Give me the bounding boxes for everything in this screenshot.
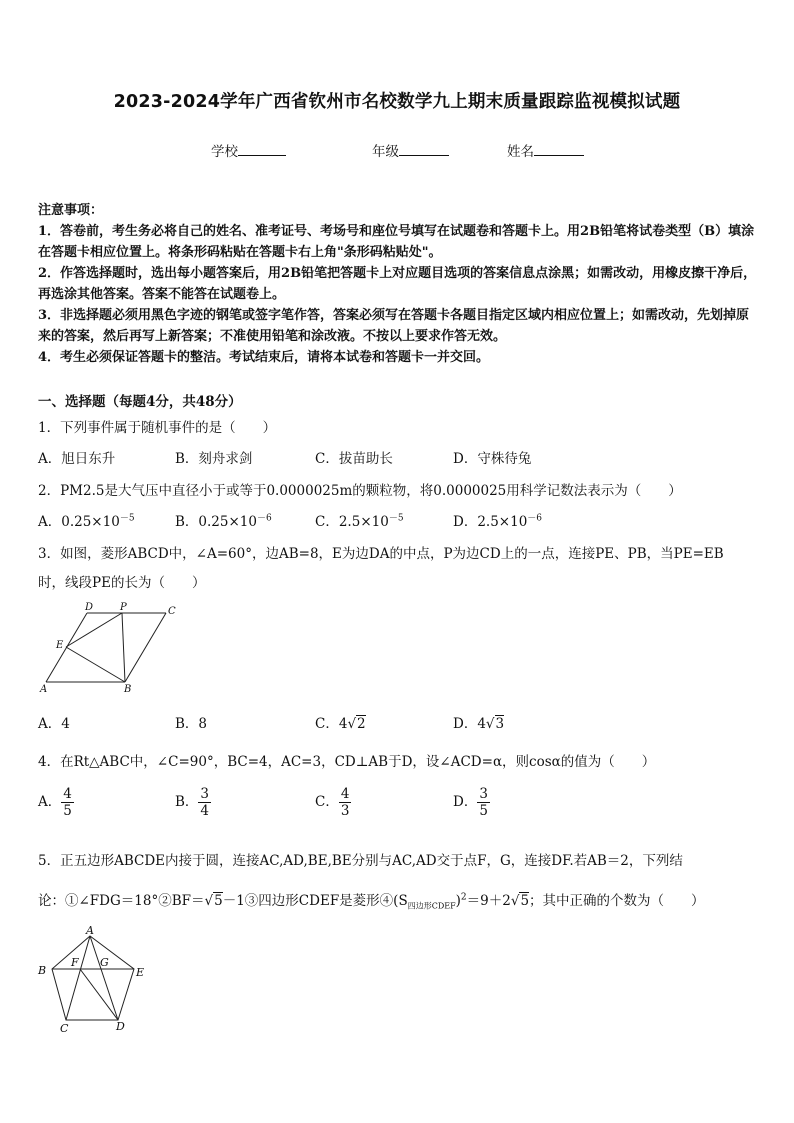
- label-e: E: [56, 640, 64, 651]
- section-heading: 一、选择题（每题4分，共48分）: [38, 394, 242, 410]
- label-e: E: [136, 966, 145, 979]
- option-coef: 4: [477, 716, 486, 732]
- option-label: C．: [315, 794, 339, 810]
- option-label: C．: [315, 716, 339, 732]
- page-title: 2023-2024学年广西省钦州市名校数学九上期末质量跟踪监视模拟试题: [113, 92, 681, 112]
- label-a: A: [86, 924, 94, 937]
- q2-stem: 2．PM2.5是大气压中直径小于或等于0.0000025m的颗粒物，将0.0000025用科学记数法表示为（ ）: [38, 483, 682, 499]
- denominator: 4: [200, 803, 210, 819]
- option-base: 0.25×10: [61, 514, 120, 530]
- option-radicand: 2: [357, 716, 366, 732]
- option-value: 8: [198, 716, 208, 732]
- q1-option-b[interactable]: B．刻舟求剑: [175, 451, 253, 467]
- option-exponent: －6: [527, 513, 543, 524]
- square-exponent: 2: [460, 892, 467, 903]
- grade-blank[interactable]: [399, 143, 449, 156]
- option-base: 0.25×10: [198, 514, 257, 530]
- name-field: [507, 140, 584, 160]
- option-base: 2.5×10: [477, 514, 528, 530]
- label-d: D: [116, 1020, 125, 1033]
- name-blank[interactable]: [534, 143, 584, 156]
- q3-rhombus-figure: [36, 600, 186, 696]
- q5-text-b: －1③四边形CDEF是菱形④(S: [222, 893, 408, 909]
- q5-text-a: 论：①∠FDG＝18°②BF＝: [38, 893, 205, 909]
- radicand: 5: [520, 893, 530, 909]
- label-c: C: [60, 1022, 69, 1034]
- notice-block: [38, 200, 760, 368]
- notice-item-3: 3．非选择题必须用黑色字迹的钢笔或签字笔作答，答案必须写在答题卡各题目指定区域内相应位置上；如需改动，先划掉原来的答案，然后再写上新答案；不准使用铅笔和涂改液。不按以上要求作答无效。: [38, 308, 750, 344]
- option-label: D．: [453, 794, 478, 810]
- name-label: 姓名: [507, 144, 534, 160]
- pentagon-abcde: [52, 936, 134, 1020]
- q1-option-c[interactable]: C．拔苗助长: [315, 451, 393, 467]
- q5-stem-line1: 5．正五边形ABCDE内接于圆，连接AC,AD,BE,BE分别与AC,AD交于点F，G，连接DF.若AB＝2，下列结: [38, 853, 683, 869]
- notice-item-2: 2．作答选择题时，选出每小题答案后，用2B铅笔把答题卡上对应题目选项的答案信息点涂黑；如需改动，用橡皮擦干净后，再选涂其他答案。答案不能答在试题卷上。: [38, 266, 757, 302]
- school-blank[interactable]: [238, 143, 286, 156]
- q2-option-d[interactable]: [453, 510, 542, 530]
- q5-text-d: ＝9＋2: [466, 893, 511, 909]
- q2-option-c[interactable]: [315, 510, 404, 530]
- school-field: [211, 140, 286, 160]
- option-exponent: －5: [119, 513, 135, 524]
- label-f: F: [71, 956, 79, 969]
- q5-text-e: ；其中正确的个数为（ ）: [529, 893, 705, 909]
- numerator: 4: [63, 786, 72, 802]
- option-label: D．: [453, 514, 478, 530]
- option-exponent: －6: [256, 513, 272, 524]
- denominator: 5: [63, 803, 72, 819]
- area-subscript: 四边形CDEF: [407, 901, 456, 911]
- radical-sign: √: [347, 716, 357, 732]
- option-label: A．: [38, 716, 62, 732]
- radicand: 5: [214, 893, 223, 909]
- radical-sign: √: [204, 893, 214, 909]
- label-b: B: [124, 684, 132, 695]
- notice-item-1: 1．答卷前，考生务必将自己的姓名、准考证号、考场号和座位号填写在试题卷和答题卡上。用2B铅笔将试卷类型（B）填涂在答题卡相应位置上。将条形码粘贴在答题卡右上角"条形码粘贴处"。: [38, 224, 755, 260]
- radical-sign: √: [510, 893, 520, 909]
- q2-option-a[interactable]: [38, 510, 135, 530]
- q1-stem: 1．下列事件属于随机事件的是（ ）: [38, 420, 277, 436]
- notice-heading: 注意事项：: [38, 203, 104, 218]
- option-label: B．: [175, 514, 199, 530]
- grade-label: 年级: [372, 144, 399, 160]
- option-exponent: －5: [388, 513, 404, 524]
- q4-option-b[interactable]: [175, 786, 211, 819]
- q5-pentagon-figure: [34, 924, 154, 1034]
- option-label: C．: [315, 514, 339, 530]
- option-base: 2.5×10: [338, 514, 389, 530]
- q5-stem-line2: [38, 889, 705, 912]
- segment-pb: [122, 613, 125, 682]
- label-a: A: [40, 684, 48, 695]
- q1-option-d[interactable]: D．守株待兔: [453, 451, 532, 467]
- label-p: P: [120, 602, 127, 613]
- option-label: A．: [38, 794, 62, 810]
- denominator: 3: [340, 803, 350, 819]
- q4-option-d[interactable]: [453, 786, 490, 819]
- label-c: C: [168, 606, 176, 617]
- label-g: G: [100, 956, 109, 969]
- q3-option-b[interactable]: [175, 712, 207, 732]
- option-label: B．: [175, 716, 199, 732]
- q1-option-a[interactable]: A．旭日东升: [38, 451, 116, 467]
- q2-option-b[interactable]: [175, 510, 272, 530]
- segment-eb: [66, 647, 125, 682]
- numerator: 4: [340, 786, 350, 802]
- edge-bc: [125, 613, 166, 682]
- option-fraction: [339, 786, 352, 819]
- q5-text-c: ): [455, 893, 461, 909]
- option-fraction: [61, 786, 74, 819]
- label-d: D: [85, 602, 94, 613]
- q4-stem: 4．在Rt△ABC中，∠C=90°，BC=4，AC=3，CD⊥AB于D，设∠ACD=α，则cosα的值为（ ）: [38, 754, 656, 770]
- notice-item-4: 4．考生必须保证答题卡的整洁。考试结束后，请将本试卷和答题卡一并交回。: [38, 350, 490, 365]
- q3-option-c[interactable]: [315, 712, 366, 732]
- q4-option-a[interactable]: [38, 786, 74, 819]
- segment-fd: [80, 969, 118, 1020]
- denominator: 5: [479, 803, 488, 819]
- option-radicand: 3: [495, 716, 505, 732]
- grade-field: [372, 140, 449, 160]
- q3-stem-line2: 时，线段PE的长为（ ）: [38, 575, 206, 591]
- option-label: D．: [453, 716, 478, 732]
- radical-sign: √: [485, 716, 495, 732]
- option-label: A．: [38, 514, 62, 530]
- school-label: 学校: [211, 144, 238, 160]
- numerator: 3: [479, 786, 488, 802]
- option-fraction: [477, 786, 490, 819]
- q3-option-a[interactable]: [38, 712, 70, 732]
- option-fraction: [198, 786, 211, 819]
- label-b: B: [38, 964, 47, 977]
- q3-option-d[interactable]: [453, 712, 504, 732]
- option-coef: 4: [338, 716, 348, 732]
- diagonal-ad: [90, 936, 118, 1020]
- q3-stem-line1: 3．如图，菱形ABCD中，∠A=60°，边AB=8，E为边DA的中点，P为边CD上的一点，连接PE、PB，当PE=EB: [38, 546, 724, 562]
- option-value: 4: [61, 716, 70, 732]
- q4-option-c[interactable]: [315, 786, 351, 819]
- option-label: B．: [175, 794, 199, 810]
- segment-ep: [66, 613, 122, 647]
- numerator: 3: [200, 786, 210, 802]
